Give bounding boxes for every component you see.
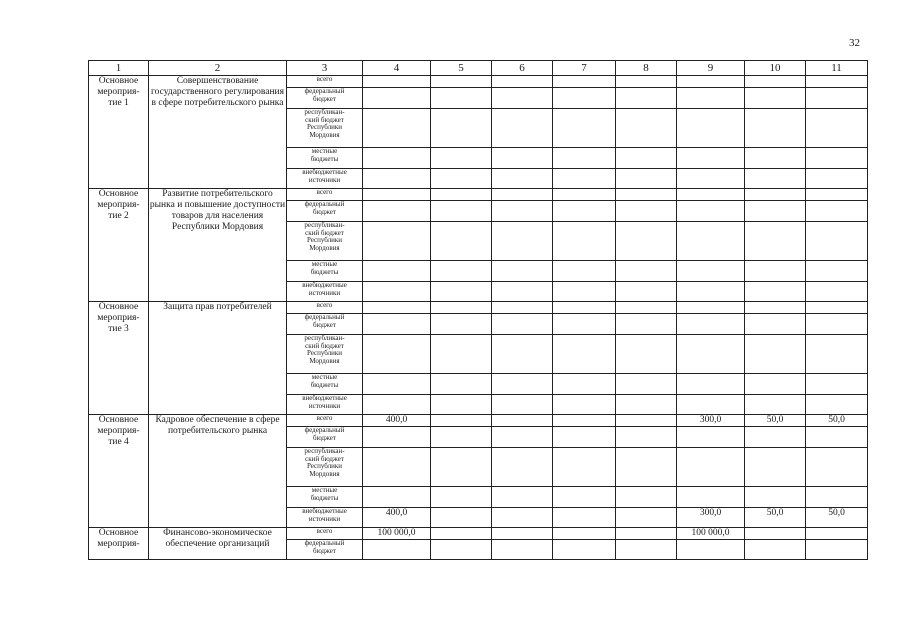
value-cell bbox=[553, 395, 616, 415]
activity-label-line: Основное bbox=[98, 415, 139, 425]
funding-source-line: Республики bbox=[306, 349, 343, 357]
value-cell bbox=[431, 189, 492, 201]
column-header-10: 10 bbox=[745, 61, 806, 76]
value-cell bbox=[806, 487, 868, 508]
value-cell: 50,0 bbox=[806, 415, 868, 427]
funding-source-line: федеральный bbox=[304, 313, 345, 321]
funding-source bbox=[287, 427, 363, 448]
value-cell bbox=[553, 88, 616, 109]
value-cell bbox=[616, 88, 677, 109]
value-cell bbox=[363, 261, 431, 282]
activity-name-5: Финансово-экономическое обеспечение организаций bbox=[149, 528, 287, 560]
activity-label-line: мероприя- bbox=[97, 87, 140, 97]
funding-source-line: Республики bbox=[306, 236, 343, 244]
funding-source bbox=[287, 448, 363, 487]
funding-source bbox=[287, 314, 363, 335]
value-cell bbox=[616, 302, 677, 314]
value-cell bbox=[431, 201, 492, 222]
funding-source-line: источники bbox=[308, 514, 341, 523]
value-cell bbox=[616, 540, 677, 560]
value-cell bbox=[677, 109, 745, 148]
value-cell bbox=[745, 261, 806, 282]
value-cell bbox=[677, 448, 745, 487]
value-cell bbox=[616, 222, 677, 261]
funding-source-line: всего bbox=[316, 527, 333, 535]
value-cell bbox=[677, 261, 745, 282]
value-cell bbox=[616, 109, 677, 148]
value-cell bbox=[363, 395, 431, 415]
value-cell bbox=[745, 76, 806, 88]
value-cell bbox=[363, 314, 431, 335]
funding-source-line: бюджет bbox=[313, 320, 336, 329]
activity-label-line: тие 3 bbox=[108, 324, 129, 334]
value-cell bbox=[492, 415, 553, 427]
value-cell: 300,0 bbox=[677, 508, 745, 528]
value-cell bbox=[363, 448, 431, 487]
value-cell bbox=[745, 109, 806, 148]
funding-source bbox=[287, 148, 363, 169]
value-cell bbox=[616, 427, 677, 448]
value-cell bbox=[677, 169, 745, 189]
value-cell bbox=[363, 88, 431, 109]
value-cell bbox=[553, 282, 616, 302]
value-cell bbox=[431, 88, 492, 109]
funding-source-line: местные bbox=[311, 373, 338, 381]
funding-source-line: федеральный bbox=[304, 87, 345, 95]
value-cell bbox=[745, 302, 806, 314]
value-cell bbox=[492, 302, 553, 314]
value-cell bbox=[492, 395, 553, 415]
funding-source-line: ский бюджет bbox=[305, 115, 344, 124]
value-cell bbox=[363, 169, 431, 189]
value-cell bbox=[553, 169, 616, 189]
value-cell bbox=[431, 415, 492, 427]
funding-source bbox=[287, 282, 363, 302]
value-cell bbox=[677, 88, 745, 109]
value-cell bbox=[363, 201, 431, 222]
activity-label-line: тие 2 bbox=[108, 211, 129, 221]
value-cell bbox=[363, 76, 431, 88]
column-header-9: 9 bbox=[677, 61, 745, 76]
column-header-2: 2 bbox=[149, 61, 287, 76]
activity-name-4: Кадровое обеспечение в сфере потребительского рынка bbox=[149, 415, 287, 528]
value-cell bbox=[553, 528, 616, 540]
value-cell: 50,0 bbox=[745, 415, 806, 427]
value-cell bbox=[616, 148, 677, 169]
value-cell bbox=[553, 508, 616, 528]
funding-source-line: ский бюджет bbox=[305, 341, 344, 350]
value-cell bbox=[431, 282, 492, 302]
activity-label-line: Основное bbox=[98, 302, 139, 312]
activity-name-1: Совершенствование государственного регулирования в сфере потребительского рынка bbox=[149, 76, 287, 189]
value-cell bbox=[553, 302, 616, 314]
value-cell bbox=[806, 148, 868, 169]
value-cell bbox=[553, 415, 616, 427]
value-cell bbox=[677, 487, 745, 508]
value-cell bbox=[806, 540, 868, 560]
value-cell bbox=[677, 148, 745, 169]
value-cell bbox=[806, 448, 868, 487]
value-cell bbox=[431, 528, 492, 540]
value-cell bbox=[806, 169, 868, 189]
funding-source bbox=[287, 508, 363, 528]
funding-source-line: всего bbox=[316, 75, 333, 83]
value-cell bbox=[363, 148, 431, 169]
value-cell bbox=[553, 109, 616, 148]
value-cell bbox=[492, 335, 553, 374]
value-cell bbox=[363, 540, 431, 560]
value-cell bbox=[363, 222, 431, 261]
value-cell bbox=[553, 189, 616, 201]
value-cell bbox=[553, 261, 616, 282]
activity-label-line: тие 4 bbox=[108, 437, 129, 447]
value-cell bbox=[677, 540, 745, 560]
value-cell bbox=[431, 540, 492, 560]
value-cell bbox=[431, 448, 492, 487]
value-cell: 300,0 bbox=[677, 415, 745, 427]
funding-source bbox=[287, 76, 363, 88]
activity-label-2 bbox=[89, 189, 149, 302]
value-cell bbox=[806, 374, 868, 395]
value-cell: 100 000,0 bbox=[677, 528, 745, 540]
activity-name-3: Защита прав потребителей bbox=[149, 302, 287, 415]
value-cell bbox=[806, 261, 868, 282]
funding-source-line: источники bbox=[308, 288, 341, 297]
value-cell bbox=[616, 282, 677, 302]
value-cell bbox=[492, 109, 553, 148]
value-cell: 400,0 bbox=[363, 508, 431, 528]
value-cell bbox=[806, 335, 868, 374]
column-header-1: 1 bbox=[89, 61, 149, 76]
table-row bbox=[89, 302, 868, 314]
value-cell bbox=[492, 169, 553, 189]
value-cell bbox=[431, 222, 492, 261]
value-cell bbox=[745, 427, 806, 448]
value-cell bbox=[745, 222, 806, 261]
funding-source-line: местные bbox=[311, 147, 338, 155]
activity-label-line: Основное bbox=[98, 189, 139, 199]
value-cell bbox=[492, 540, 553, 560]
value-cell bbox=[745, 169, 806, 189]
funding-source-line: бюджеты bbox=[310, 267, 339, 276]
value-cell bbox=[492, 201, 553, 222]
value-cell bbox=[745, 282, 806, 302]
value-cell bbox=[431, 148, 492, 169]
value-cell: 100 000,0 bbox=[363, 528, 431, 540]
value-cell bbox=[745, 528, 806, 540]
value-cell bbox=[616, 415, 677, 427]
activity-label-line: мероприя- bbox=[97, 426, 140, 436]
funding-source-line: бюджеты bbox=[310, 380, 339, 389]
column-header-7: 7 bbox=[553, 61, 616, 76]
table-body bbox=[89, 76, 868, 560]
value-cell bbox=[492, 374, 553, 395]
value-cell bbox=[745, 201, 806, 222]
value-cell bbox=[492, 76, 553, 88]
column-header-4: 4 bbox=[363, 61, 431, 76]
column-header-3: 3 bbox=[287, 61, 363, 76]
page-number: 32 bbox=[849, 37, 860, 49]
value-cell bbox=[492, 261, 553, 282]
value-cell bbox=[431, 335, 492, 374]
value-cell bbox=[745, 189, 806, 201]
value-cell bbox=[806, 314, 868, 335]
funding-source-line: всего bbox=[316, 414, 333, 422]
value-cell bbox=[677, 76, 745, 88]
value-cell bbox=[677, 222, 745, 261]
value-cell bbox=[806, 189, 868, 201]
column-header-6: 6 bbox=[492, 61, 553, 76]
table-row bbox=[89, 76, 868, 88]
value-cell bbox=[431, 76, 492, 88]
value-cell bbox=[806, 302, 868, 314]
value-cell bbox=[806, 528, 868, 540]
funding-source-line: республикан- bbox=[304, 334, 345, 342]
value-cell bbox=[745, 314, 806, 335]
column-header-11: 11 bbox=[806, 61, 868, 76]
value-cell bbox=[677, 201, 745, 222]
activity-label-line: мероприя- bbox=[97, 200, 140, 210]
funding-source-line: внебюджетные bbox=[302, 168, 347, 176]
value-cell bbox=[492, 448, 553, 487]
value-cell bbox=[363, 487, 431, 508]
funding-source-line: федеральный bbox=[304, 200, 345, 208]
activity-label-line: мероприя- bbox=[97, 539, 140, 549]
value-cell bbox=[745, 448, 806, 487]
value-cell bbox=[363, 109, 431, 148]
funding-source bbox=[287, 395, 363, 415]
value-cell bbox=[616, 487, 677, 508]
value-cell bbox=[677, 335, 745, 374]
value-cell bbox=[677, 302, 745, 314]
value-cell bbox=[745, 487, 806, 508]
budget-table bbox=[88, 60, 868, 560]
funding-source-line: местные bbox=[311, 486, 338, 494]
funding-source-line: бюджет bbox=[313, 433, 336, 442]
funding-source bbox=[287, 374, 363, 395]
value-cell bbox=[745, 335, 806, 374]
funding-source-line: всего bbox=[316, 301, 333, 309]
value-cell bbox=[553, 335, 616, 374]
activity-label-line: Основное bbox=[98, 76, 139, 86]
value-cell bbox=[745, 88, 806, 109]
value-cell bbox=[677, 395, 745, 415]
value-cell bbox=[745, 374, 806, 395]
value-cell bbox=[492, 148, 553, 169]
value-cell bbox=[431, 427, 492, 448]
value-cell bbox=[553, 314, 616, 335]
activity-label-line: мероприя- bbox=[97, 313, 140, 323]
value-cell bbox=[616, 448, 677, 487]
value-cell bbox=[431, 508, 492, 528]
value-cell bbox=[806, 201, 868, 222]
funding-source-line: Мордовия bbox=[309, 356, 340, 365]
value-cell: 400,0 bbox=[363, 415, 431, 427]
value-cell bbox=[677, 374, 745, 395]
funding-source-line: Республики bbox=[306, 462, 343, 470]
value-cell bbox=[492, 314, 553, 335]
funding-source-line: источники bbox=[308, 401, 341, 410]
funding-source-line: республикан- bbox=[304, 108, 345, 116]
value-cell bbox=[363, 374, 431, 395]
funding-source-line: бюджеты bbox=[310, 493, 339, 502]
funding-source-line: федеральный bbox=[304, 426, 345, 434]
funding-source bbox=[287, 109, 363, 148]
value-cell: 50,0 bbox=[745, 508, 806, 528]
value-cell bbox=[677, 427, 745, 448]
value-cell bbox=[677, 282, 745, 302]
funding-source-line: местные bbox=[311, 260, 338, 268]
value-cell bbox=[363, 282, 431, 302]
funding-source-line: внебюджетные bbox=[302, 281, 347, 289]
value-cell bbox=[553, 201, 616, 222]
value-cell bbox=[553, 427, 616, 448]
value-cell bbox=[431, 261, 492, 282]
value-cell bbox=[806, 76, 868, 88]
funding-source-line: всего bbox=[316, 188, 333, 196]
value-cell bbox=[431, 169, 492, 189]
funding-source bbox=[287, 415, 363, 427]
activity-label-line: тие 1 bbox=[108, 98, 129, 108]
value-cell bbox=[806, 282, 868, 302]
value-cell bbox=[363, 189, 431, 201]
value-cell bbox=[616, 374, 677, 395]
table-row bbox=[89, 189, 868, 201]
value-cell bbox=[492, 427, 553, 448]
funding-source-line: ский бюджет bbox=[305, 228, 344, 237]
funding-source bbox=[287, 335, 363, 374]
funding-source-line: Мордовия bbox=[309, 130, 340, 139]
funding-source bbox=[287, 528, 363, 540]
value-cell bbox=[745, 395, 806, 415]
value-cell bbox=[431, 314, 492, 335]
value-cell bbox=[431, 395, 492, 415]
value-cell bbox=[553, 222, 616, 261]
value-cell bbox=[492, 282, 553, 302]
value-cell bbox=[616, 528, 677, 540]
value-cell bbox=[492, 222, 553, 261]
value-cell bbox=[677, 314, 745, 335]
funding-source-line: ский бюджет bbox=[305, 454, 344, 463]
value-cell bbox=[363, 427, 431, 448]
funding-source bbox=[287, 540, 363, 560]
funding-source-line: республикан- bbox=[304, 221, 345, 229]
funding-source-line: Республики bbox=[306, 123, 343, 131]
value-cell bbox=[431, 374, 492, 395]
value-cell bbox=[492, 528, 553, 540]
value-cell bbox=[431, 109, 492, 148]
value-cell bbox=[553, 148, 616, 169]
value-cell bbox=[492, 88, 553, 109]
funding-source-line: бюджет bbox=[313, 94, 336, 103]
value-cell bbox=[492, 508, 553, 528]
value-cell bbox=[806, 222, 868, 261]
value-cell bbox=[806, 88, 868, 109]
activity-label-5 bbox=[89, 528, 149, 560]
value-cell bbox=[806, 395, 868, 415]
funding-source-line: бюджет bbox=[313, 207, 336, 216]
value-cell bbox=[806, 427, 868, 448]
funding-source bbox=[287, 222, 363, 261]
funding-source bbox=[287, 169, 363, 189]
funding-source-line: Мордовия bbox=[309, 469, 340, 478]
funding-source-line: федеральный bbox=[304, 539, 345, 547]
table-row bbox=[89, 415, 868, 427]
funding-source-line: Мордовия bbox=[309, 243, 340, 252]
funding-source-line: источники bbox=[308, 175, 341, 184]
column-header-5: 5 bbox=[431, 61, 492, 76]
activity-label-4 bbox=[89, 415, 149, 528]
funding-source bbox=[287, 261, 363, 282]
value-cell bbox=[553, 487, 616, 508]
funding-source-line: бюджет bbox=[313, 546, 336, 555]
value-cell bbox=[616, 335, 677, 374]
value-cell bbox=[745, 540, 806, 560]
funding-source bbox=[287, 189, 363, 201]
funding-source-line: внебюджетные bbox=[302, 394, 347, 402]
funding-source-line: республикан- bbox=[304, 447, 345, 455]
value-cell bbox=[616, 201, 677, 222]
value-cell bbox=[492, 189, 553, 201]
funding-source-line: внебюджетные bbox=[302, 507, 347, 515]
value-cell bbox=[616, 508, 677, 528]
value-cell bbox=[616, 314, 677, 335]
value-cell bbox=[616, 189, 677, 201]
column-header-8: 8 bbox=[616, 61, 677, 76]
funding-source bbox=[287, 487, 363, 508]
value-cell bbox=[363, 302, 431, 314]
activity-label-line: Основное bbox=[98, 528, 139, 538]
value-cell bbox=[431, 487, 492, 508]
funding-source bbox=[287, 88, 363, 109]
funding-source bbox=[287, 302, 363, 314]
header-row bbox=[89, 61, 868, 76]
activity-label-1 bbox=[89, 76, 149, 189]
value-cell bbox=[553, 76, 616, 88]
value-cell bbox=[431, 302, 492, 314]
value-cell bbox=[553, 374, 616, 395]
value-cell bbox=[616, 76, 677, 88]
value-cell bbox=[616, 395, 677, 415]
funding-source bbox=[287, 201, 363, 222]
value-cell bbox=[677, 189, 745, 201]
value-cell bbox=[363, 335, 431, 374]
value-cell bbox=[553, 540, 616, 560]
value-cell: 50,0 bbox=[806, 508, 868, 528]
value-cell bbox=[616, 169, 677, 189]
value-cell bbox=[553, 448, 616, 487]
table-row bbox=[89, 528, 868, 540]
funding-source-line: бюджеты bbox=[310, 154, 339, 163]
value-cell bbox=[806, 109, 868, 148]
activity-name-2: Развитие потребительского рынка и повышение доступности товаров для населения Республики Мордовия bbox=[149, 189, 287, 302]
value-cell bbox=[492, 487, 553, 508]
activity-label-3 bbox=[89, 302, 149, 415]
value-cell bbox=[616, 261, 677, 282]
value-cell bbox=[745, 148, 806, 169]
